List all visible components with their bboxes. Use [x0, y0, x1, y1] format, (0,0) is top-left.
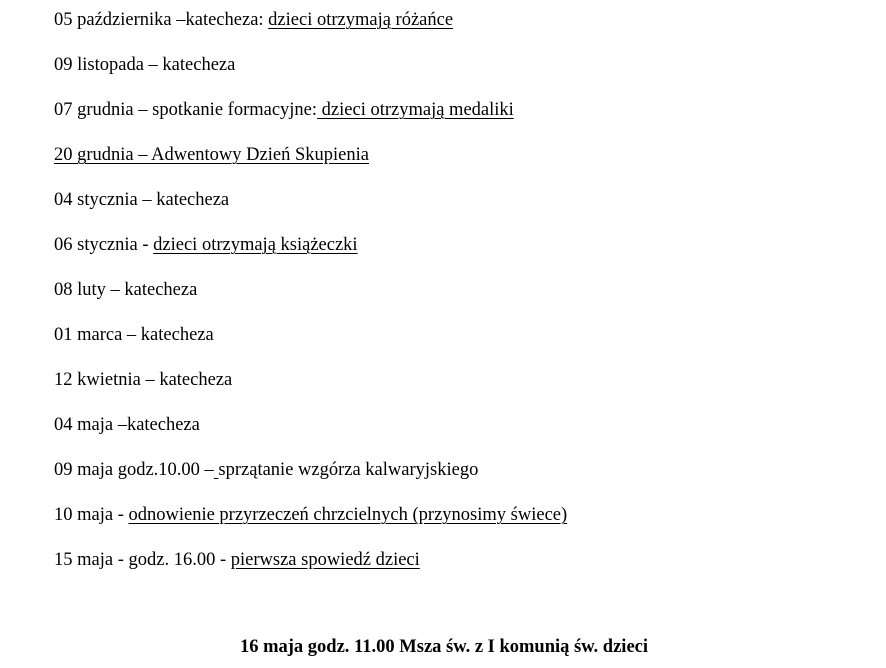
- item-note: odnowienie przyrzeczeń chrzcielnych (przynosimy świece): [128, 505, 568, 525]
- footer-text: 16 maja godz. 11.00 Msza św. z I komunią św. dzieci: [239, 637, 649, 657]
- schedule-item: [54, 99, 514, 121]
- first-communion-heading: [0, 636, 886, 658]
- schedule-item: [54, 504, 567, 526]
- schedule-item: [54, 279, 197, 301]
- schedule-item: [54, 324, 214, 346]
- item-suffix: sprzątanie wzgórza kalwaryjskiego: [218, 460, 479, 480]
- item-text: 10 maja -: [54, 505, 129, 525]
- schedule-item: [54, 9, 453, 31]
- item-text: 09 maja godz.10.00 –: [54, 460, 214, 480]
- item-text: 12 kwietnia – katecheza: [54, 370, 233, 390]
- item-note: dzieci otrzymają medaliki: [317, 100, 514, 120]
- schedule-item: [54, 414, 200, 436]
- schedule-item: [54, 459, 478, 481]
- item-text: 08 luty – katecheza: [54, 280, 198, 300]
- schedule-item: [54, 234, 358, 256]
- item-text: 07 grudnia – spotkanie formacyjne:: [54, 100, 318, 120]
- item-text: 04 maja –katecheza: [54, 415, 200, 435]
- item-text: 15 maja - godz. 16.00 -: [54, 550, 231, 570]
- schedule-item: [54, 54, 235, 76]
- schedule-item: [54, 369, 232, 391]
- item-note: dzieci otrzymają książeczki: [153, 235, 358, 255]
- item-text: 04 stycznia – katecheza: [54, 190, 230, 210]
- schedule-item: [54, 189, 229, 211]
- item-note: 20 grudnia – Adwentowy Dzień Skupienia: [54, 145, 369, 165]
- schedule-item: [54, 549, 420, 571]
- item-text: 06 stycznia -: [54, 235, 154, 255]
- item-text: 05 października –katecheza:: [54, 10, 269, 30]
- item-note: dzieci otrzymają różańce: [268, 10, 454, 30]
- item-note: pierwsza spowiedź dzieci: [230, 550, 420, 570]
- schedule-item: [54, 144, 369, 166]
- item-text: 09 listopada – katecheza: [54, 55, 236, 75]
- item-text: 01 marca – katecheza: [54, 325, 214, 345]
